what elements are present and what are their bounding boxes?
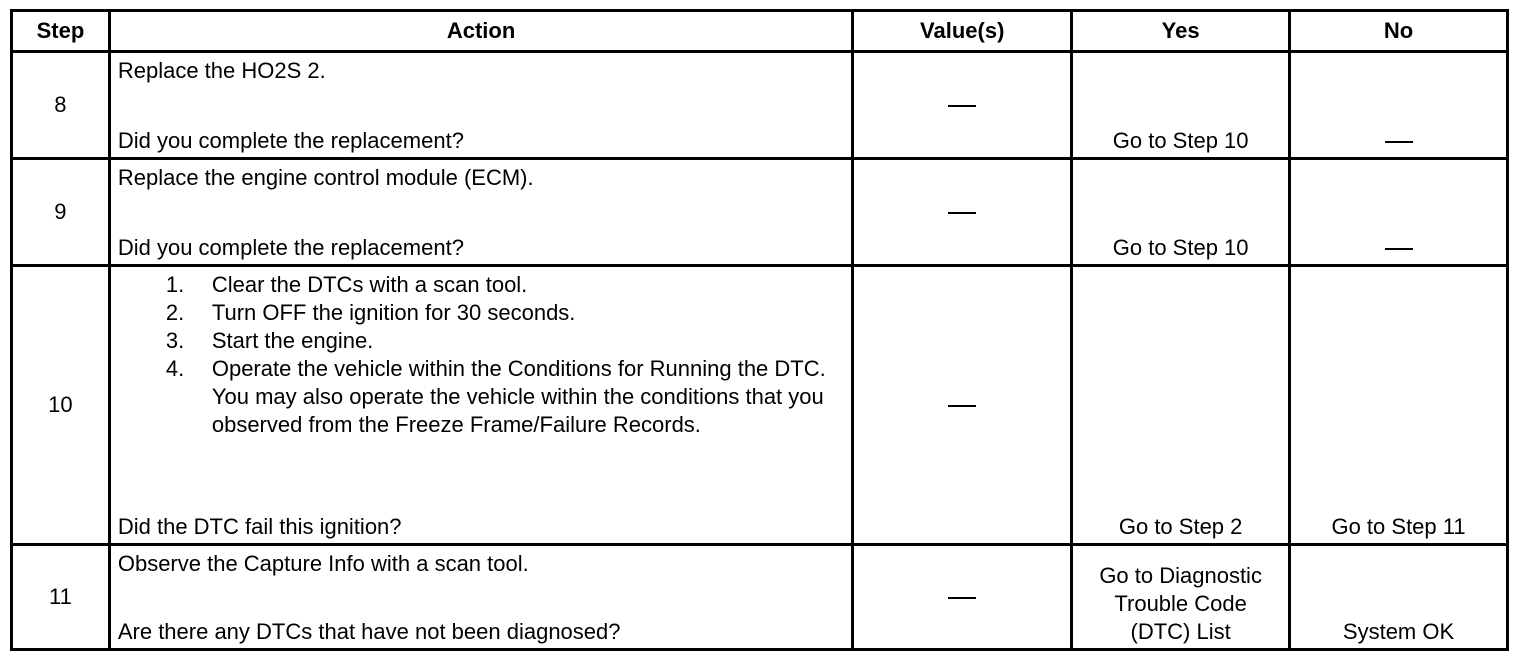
no-dash bbox=[1385, 141, 1413, 143]
action-cell bbox=[109, 545, 852, 650]
no-result bbox=[1291, 234, 1506, 262]
header-values: Value(s) bbox=[853, 11, 1072, 52]
value-dash bbox=[948, 212, 976, 214]
action-question: Did you complete the replacement? bbox=[117, 235, 464, 260]
no-cell bbox=[1290, 159, 1508, 266]
table-row bbox=[12, 545, 1508, 650]
action-step-text: Turn OFF the ignition for 30 seconds. bbox=[211, 300, 576, 325]
value-cell bbox=[853, 159, 1072, 266]
action-step-text: Operate the vehicle within the Conditions for Running the DTC. You may also operate the vehicle within the conditions that you observed from the Freeze Frame/Failure Records. bbox=[211, 356, 826, 437]
yes-cell bbox=[1072, 52, 1290, 159]
action-step-number: 1. bbox=[165, 272, 185, 297]
yes-result: Go to Step 2 bbox=[1118, 514, 1243, 539]
step-number: 9 bbox=[12, 159, 110, 266]
step-number: 8 bbox=[12, 52, 110, 159]
table-row bbox=[12, 52, 1508, 159]
table-row bbox=[12, 159, 1508, 266]
header-step: Step bbox=[12, 11, 110, 52]
no-result: System OK bbox=[1342, 619, 1455, 644]
diagnostic-table bbox=[10, 9, 1509, 651]
value-cell bbox=[853, 545, 1072, 650]
table-row bbox=[12, 266, 1508, 545]
no-result bbox=[1291, 127, 1506, 155]
action-question: Did you complete the replacement? bbox=[117, 128, 464, 153]
action-step-number: 4. bbox=[165, 356, 185, 381]
action-step bbox=[166, 327, 831, 355]
action-question: Did the DTC fail this ignition? bbox=[117, 514, 402, 539]
yes-cell bbox=[1072, 545, 1290, 650]
value-dash bbox=[948, 405, 976, 407]
no-dash bbox=[1385, 248, 1413, 250]
value-cell bbox=[853, 52, 1072, 159]
action-cell bbox=[109, 159, 852, 266]
yes-result: Go to Diagnostic Trouble Code (DTC) List bbox=[1099, 563, 1262, 644]
step-number: 11 bbox=[12, 545, 110, 650]
action-step-number: 2. bbox=[165, 300, 185, 325]
action-instruction: Observe the Capture Info with a scan tool. bbox=[117, 551, 529, 576]
no-cell bbox=[1290, 266, 1508, 545]
action-step-list bbox=[166, 271, 831, 439]
action-instruction: Replace the engine control module (ECM). bbox=[117, 165, 534, 190]
value-dash bbox=[948, 597, 976, 599]
action-step bbox=[166, 355, 831, 439]
header-action: Action bbox=[109, 11, 852, 52]
action-step bbox=[166, 299, 831, 327]
header-no: No bbox=[1290, 11, 1508, 52]
action-step-number: 3. bbox=[165, 328, 185, 353]
step-number: 10 bbox=[12, 266, 110, 545]
action-step-text: Start the engine. bbox=[211, 328, 374, 353]
action-instruction: Replace the HO2S 2. bbox=[117, 58, 326, 83]
action-cell bbox=[109, 52, 852, 159]
action-question: Are there any DTCs that have not been diagnosed? bbox=[117, 619, 621, 644]
value-dash bbox=[948, 105, 976, 107]
action-step-text: Clear the DTCs with a scan tool. bbox=[211, 272, 528, 297]
yes-result: Go to Step 10 bbox=[1112, 235, 1249, 260]
yes-cell bbox=[1072, 159, 1290, 266]
yes-cell bbox=[1072, 266, 1290, 545]
no-result: Go to Step 11 bbox=[1331, 514, 1466, 539]
yes-result: Go to Step 10 bbox=[1112, 128, 1249, 153]
value-cell bbox=[853, 266, 1072, 545]
no-cell bbox=[1290, 545, 1508, 650]
no-cell bbox=[1290, 52, 1508, 159]
action-cell bbox=[109, 266, 852, 545]
header-yes: Yes bbox=[1072, 11, 1290, 52]
action-step bbox=[166, 271, 831, 299]
header-row bbox=[12, 11, 1508, 52]
